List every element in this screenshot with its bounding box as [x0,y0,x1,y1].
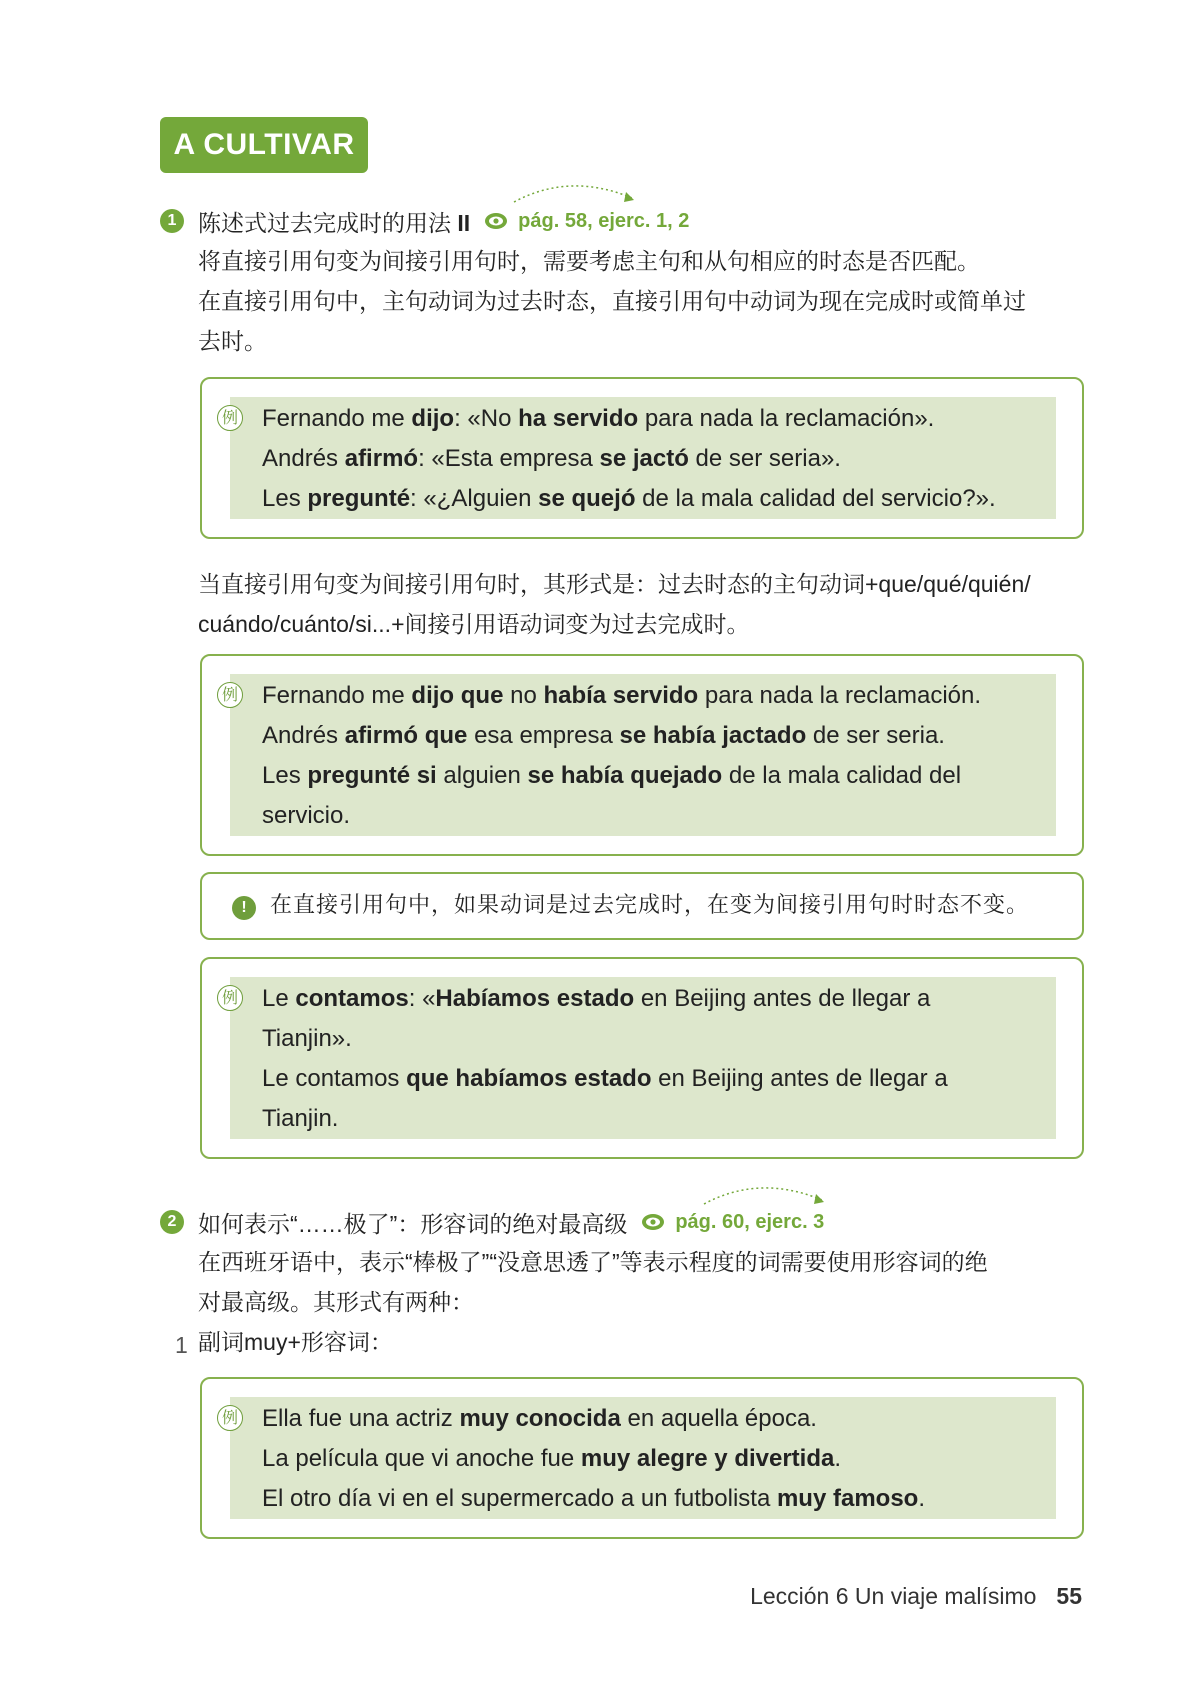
text-segment: Les [262,485,308,512]
text-segment: no [503,682,544,709]
text-segment: en Beijing antes de llegar a [634,985,931,1012]
bold-segment: se quejó [538,485,636,512]
paragraph-2: 当直接引用句变为间接引用句时，其形式是：过去时态的主句动词+que/qué/quién/ cuándo/cuánto/si...+间接引用语动词变为过去完成时。 [198,571,1031,637]
text-segment: : « [408,985,436,1012]
heading-title: 陈述式过去完成时的用法 II [198,209,471,236]
example-line [262,716,1052,756]
example-icon: 例 [217,985,243,1011]
bold-segment: Habíamos estado [435,985,635,1012]
bold-segment: que habíamos estado [406,1065,652,1092]
example-box [200,377,1084,539]
text-segment: Tianjin». [262,1025,352,1052]
reference-arrow-icon [510,178,640,206]
example-box [200,654,1084,856]
text-segment: . [834,1445,842,1472]
text-segment: Tianjin. [262,1105,339,1132]
example-lines [262,979,1052,1139]
bold-segment: muy famoso [776,1485,919,1512]
number-badge: 2 [160,1210,184,1234]
example-icon: 例 [217,1405,243,1431]
text-segment: para nada la reclamación. [698,682,982,709]
number-badge: 1 [160,209,184,233]
example-line [262,756,1052,796]
bold-segment: muy alegre y divertida [580,1445,835,1472]
list-number: 1 [175,1332,188,1358]
text-segment: de ser seria». [688,445,841,472]
text-segment: Ella fue una actriz [262,1405,460,1432]
eye-icon [641,1213,665,1231]
text-segment: El otro día vi en el supermercado a un futbolista [262,1485,777,1512]
example-line [262,1019,1052,1059]
bold-segment: contamos [295,985,409,1012]
bold-segment: afirmó [344,445,419,472]
text-segment: de ser seria. [806,722,945,749]
paragraph-1: 将直接引用句变为间接引用句时，需要考虑主句和从句相应的时态是否匹配。 在直接引用句中，主句动词为过去时态，直接引用句中动词为现在完成时或简单过 去时。 [198,248,1026,354]
example-line [262,979,1052,1019]
bold-segment: dijo que [411,682,504,709]
page-reference[interactable]: pág. 60, ejerc. 3 [675,1210,825,1233]
example-line [262,1399,1052,1439]
example-line [262,1059,1052,1099]
text-segment: : «¿Alguien [410,485,539,512]
text-segment: en Beijing antes de llegar a [651,1065,948,1092]
example-icon: 例 [217,405,243,431]
bold-segment: muy conocida [459,1405,621,1432]
text-segment: alguien [436,762,528,789]
example-box [200,957,1084,1159]
bold-segment: ha servido [518,405,639,432]
bold-segment: había servido [543,682,699,709]
page-number: 55 [1056,1583,1082,1609]
bold-segment: se había quejado [527,762,723,789]
text-segment: La película que vi anoche fue [262,1445,581,1472]
text-segment: Les [262,762,308,789]
eye-icon [484,212,508,230]
section-tag: A CULTIVAR [160,117,368,173]
heading-title: 如何表示“……极了”：形容词的绝对最高级 [198,1210,628,1237]
warning-icon: ! [232,896,256,920]
example-lines [262,676,1052,836]
example-line [262,1479,1052,1519]
example-lines [262,399,1052,519]
text-segment: de la mala calidad del servicio?». [635,485,996,512]
note-box [200,872,1084,940]
page-reference[interactable]: pág. 58, ejerc. 1, 2 [518,209,690,232]
example-line [262,796,1052,836]
example-line [262,399,1052,439]
text-segment: esa empresa [467,722,620,749]
note-text: 在直接引用句中，如果动词是过去完成时，在变为间接引用句时时态不变。 [270,893,1030,918]
bold-segment: se jactó [599,445,689,472]
page-footer [750,1583,1082,1610]
example-line [262,1099,1052,1139]
text-segment: Andrés [262,445,345,472]
bold-segment: se había jactado [619,722,807,749]
bold-segment: pregunté [307,485,411,512]
text-segment: para nada la reclamación». [638,405,935,432]
heading-1 [160,203,689,239]
text-segment: Fernando me [262,405,412,432]
reference-arrow-icon [700,1180,830,1208]
text-segment: Fernando me [262,682,412,709]
text-segment: : «Esta empresa [418,445,600,472]
text-segment: : «No [454,405,519,432]
example-icon: 例 [217,682,243,708]
example-lines [262,1399,1052,1519]
example-line [262,479,1052,519]
text-segment: Le [262,985,296,1012]
list-item-text: 副词muy+形容词： [198,1329,393,1355]
example-box [200,1377,1084,1539]
lesson-title: Lección 6 Un viaje malísimo [750,1583,1037,1609]
text-segment: en aquella época. [620,1405,817,1432]
example-line [262,676,1052,716]
example-line [262,439,1052,479]
paragraph-3: 在西班牙语中，表示“棒极了”“没意思透了”等表示程度的词需要使用形容词的绝 对最高级。其形式有两种： [198,1249,988,1315]
bold-segment: afirmó que [344,722,468,749]
text-segment: . [918,1485,926,1512]
text-segment: servicio. [262,802,351,829]
text-segment: Andrés [262,722,345,749]
text-segment: de la mala calidad del [722,762,962,789]
text-segment: Le contamos [262,1065,407,1092]
bold-segment: pregunté si [307,762,437,789]
example-line [262,1439,1052,1479]
heading-2 [160,1204,824,1240]
bold-segment: dijo [411,405,455,432]
